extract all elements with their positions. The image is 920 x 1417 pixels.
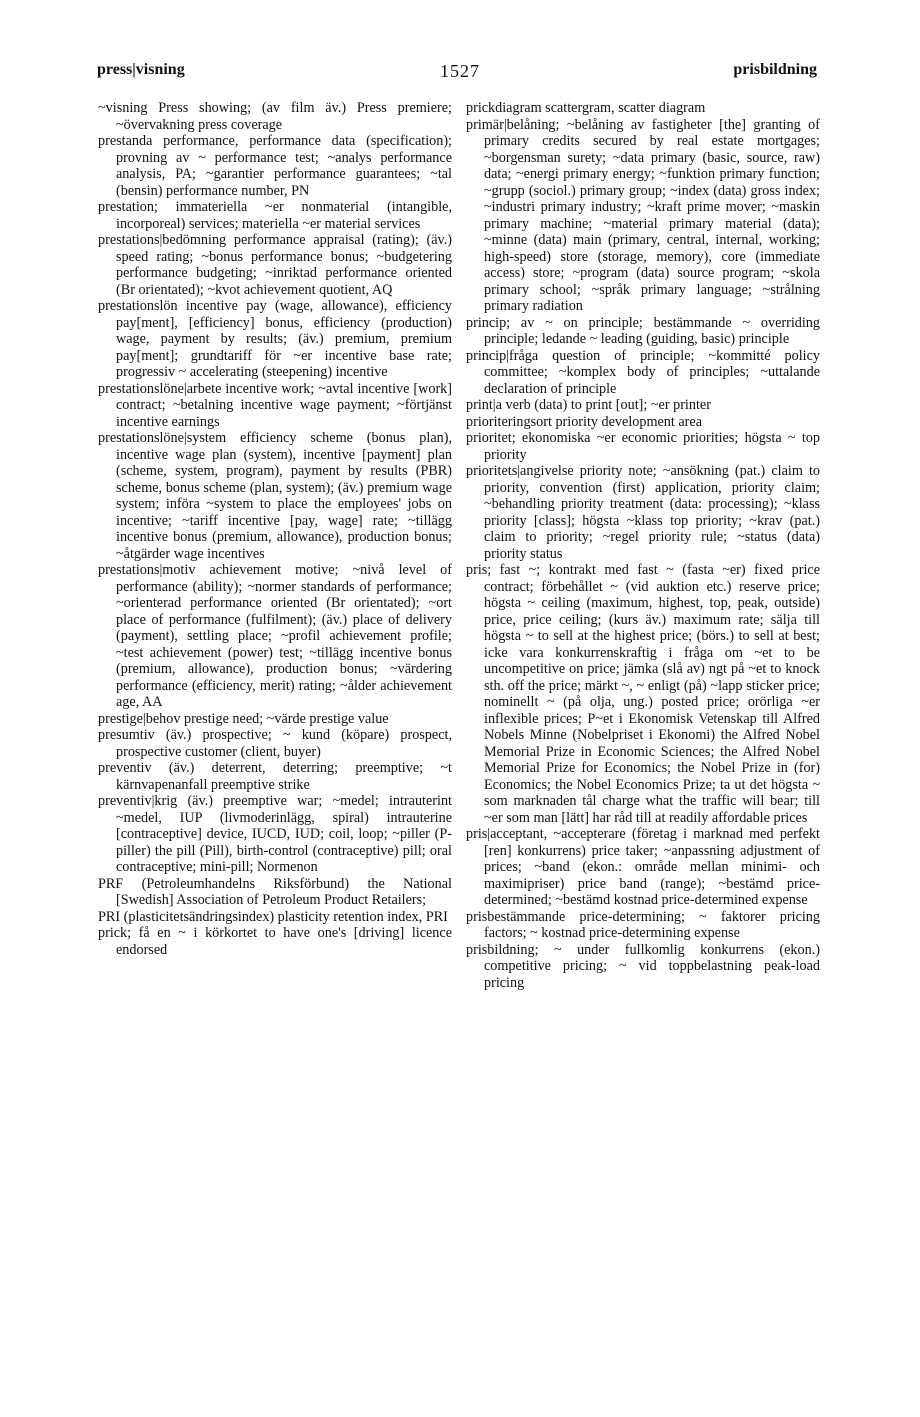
dictionary-entry: primär|belåning; ~belåning av fastigheter [the] granting of primary credits secured by real estate mortgages; ~borgensman surety; ~data primary (basic, source, raw) data; ~energi primary energy; ~funktion primary function; ~grupp (sociol.) primary group; ~index (data) gross index; ~industri primary industry; ~kraft prime mover; ~maskin primary machine; ~material primary material (data); ~minne (data) main (primary, central, internal, working; high-speed) store (storage, memory), core (immediate access) store; ~program (data) source program; ~skola primary school; ~språk primary language; ~strålning primary radiation (466, 116, 820, 314)
dictionary-entry: princip; av ~ on principle; bestämmande ~ overriding principle; ledande ~ leading (guiding, basic) principle (466, 314, 820, 347)
dictionary-entry: prestations|bedömning performance appraisal (rating); (äv.) speed rating; ~bonus performance bonus; ~budgetering performance budgeting; ~inriktad performance oriented (Br orientated); ~kvot achievement quotient, AQ (98, 232, 452, 298)
dictionary-entry: prestation; immateriella ~er nonmaterial (intangible, incorporeal) services; materiella ~er material services (98, 199, 452, 232)
dictionary-entry: ~visning Press showing; (av film äv.) Press premiere; ~övervakning press coverage (98, 100, 452, 133)
left-column (98, 100, 452, 958)
dictionary-entry: pris; fast ~; kontrakt med fast ~ (fasta ~er) fixed price contract; förbehållet ~ (vid auktion etc.) reserve price; högsta ~ ceiling (maximum, highest, top, peak, outside) price, price ceiling; (kurs äv.) maximum rate; sälja till högsta ~ to sell at the highest price; (börs.) to sell at best; icke vara konkurrenskraftig i fråga om ~et to be uncompetitive on price; jämka (slå av) ngt på ~et to knock sth. off the price; märkt ~, ~ enligt (på) ~lapp sticker price; nominellt ~ (på olja, ung.) posted price; orörliga ~er inflexible prices; P~et i Ekonomisk Vetenskap till Alfred Nobels Minne (Nobelpriset i Ekonomi) the Alfred Nobel Memorial Prize in Economic Sciences; the Alfred Nobel Memorial Prize for Economics; the Nobel Prize in (for) Economics; the Nobel Economics Prize; ta ut det högsta ~ som marknaden tål charge what the traffic will bear; till ~er som man [lätt] har råd till at readily affordable prices (466, 562, 820, 826)
dictionary-entry: prioriteringsort priority development area (466, 413, 702, 430)
dictionary-entry: prick; få en ~ i körkortet to have one's [driving] licence endorsed (98, 925, 452, 958)
dictionary-entry: prioritet; ekonomiska ~er economic priorities; högsta ~ top priority (466, 430, 820, 463)
header-left-guide-word: press|visning (97, 61, 185, 78)
dictionary-entry: prickdiagram scattergram, scatter diagram (466, 100, 706, 116)
dictionary-entry: pris|acceptant, ~accepterare (företag i marknad med perfekt [ren] konkurrens) price taker; ~anpassning adjustment of prices; ~band (ekon.: område mellan minimi- och maximipriser) price band (range); ~bestämd price-determined; ~bestämd kostnad price-determined expense (466, 826, 820, 908)
dictionary-entry: preventiv (äv.) deterrent, deterring; preemptive; ~t kärnvapenanfall preemptive strike (98, 760, 452, 793)
dictionary-entry: prestationslöne|arbete incentive work; ~avtal incentive [work] contract; ~betalning incentive wage payment; ~förtjänst incentive earnings (98, 380, 452, 430)
dictionary-entry: prisbestämmande price-determining; ~ faktorer pricing factors; ~ kostnad price-determining expense (466, 908, 820, 941)
dictionary-entry: PRI (plasticitetsändringsindex) plasticity retention index, PRI (98, 908, 448, 925)
dictionary-entry: prestige|behov prestige need; ~värde prestige value (98, 710, 389, 727)
dictionary-entry: presumtiv (äv.) prospective; ~ kund (köpare) prospect, prospective customer (client, buyer) (98, 727, 452, 760)
dictionary-entry: PRF (Petroleumhandelns Riksförbund) the National [Swedish] Association of Petroleum Product Retailers; (98, 875, 452, 908)
dictionary-entry: prestationslön incentive pay (wage, allowance), efficiency pay[ment], [efficiency] bonus, efficiency (production) wage, payment by results; (äv.) premium, premium pay[ment]; grundtariff för ~er incentive base rate; progressiv ~ accelerating (steepening) incentive (98, 298, 452, 380)
dictionary-entry: prioritets|angivelse priority note; ~ansökning (pat.) claim to priority, convention (first) application, priority claim; ~behandling priority treatment (data: processing); ~klass priority [class]; högsta ~klass top priority; ~krav (pat.) claim to priority; ~regel priority rule; ~status (data) priority status (466, 463, 820, 562)
dictionary-entry: prestations|motiv achievement motive; ~nivå level of performance (ability); ~normer standards of performance; ~orienterad performance oriented (Br orientated); ~ort place of performance (fulfilment); (äv.) place of delivery (payment), settling place; ~profil achievement profile; ~test achievement (power) test; ~tillägg incentive bonus (premium, allowance), production bonus; ~värdering performance (efficiency, merit) rating; ~ålder achievement age, AA (98, 562, 452, 710)
dictionary-entry: preventiv|krig (äv.) preemptive war; ~medel; intrauterint ~medel, IUP (livmoderinlägg, spiral) intrauterine [contraceptive] device, IUCD, IUD; coil, loop; ~piller (P-piller) the pill (Pill), birth-control (contraceptive) pill; oral contraceptive; mini-pill; Normenon (98, 793, 452, 875)
page-number: 1527 (440, 61, 480, 81)
dictionary-entry: prestationslöne|system efficiency scheme (bonus plan), incentive wage plan (system), incentive [payment] plan (scheme, system, program), payment by results (PBR) scheme, bonus scheme (plan, system); (äv.) premium wage system; införa ~system to place the employees' jobs on incentive; ~tariff incentive [pay, wage] rate; ~tillägg incentive bonus (premium, allowance), production bonus; ~åtgärder wage incentives (98, 430, 452, 562)
dictionary-entry: prisbildning; ~ under fullkomlig konkurrens (ekon.) competitive pricing; ~ vid toppbelastning peak-load pricing (466, 941, 820, 991)
dictionary-entry: prestanda performance, performance data (specification); provning av ~ performance test; ~analys performance analysis, PA; ~garantier performance guarantees; ~tal (bensin) performance number, PN (98, 133, 452, 199)
dictionary-entry: princip|fråga question of principle; ~kommitté policy committee; ~komplex body of principles; ~uttalande declaration of principle (466, 347, 820, 397)
right-column (466, 100, 820, 991)
dictionary-entry: print|a verb (data) to print [out]; ~er printer (466, 397, 711, 413)
header-right-guide-word: prisbildning (733, 61, 817, 78)
